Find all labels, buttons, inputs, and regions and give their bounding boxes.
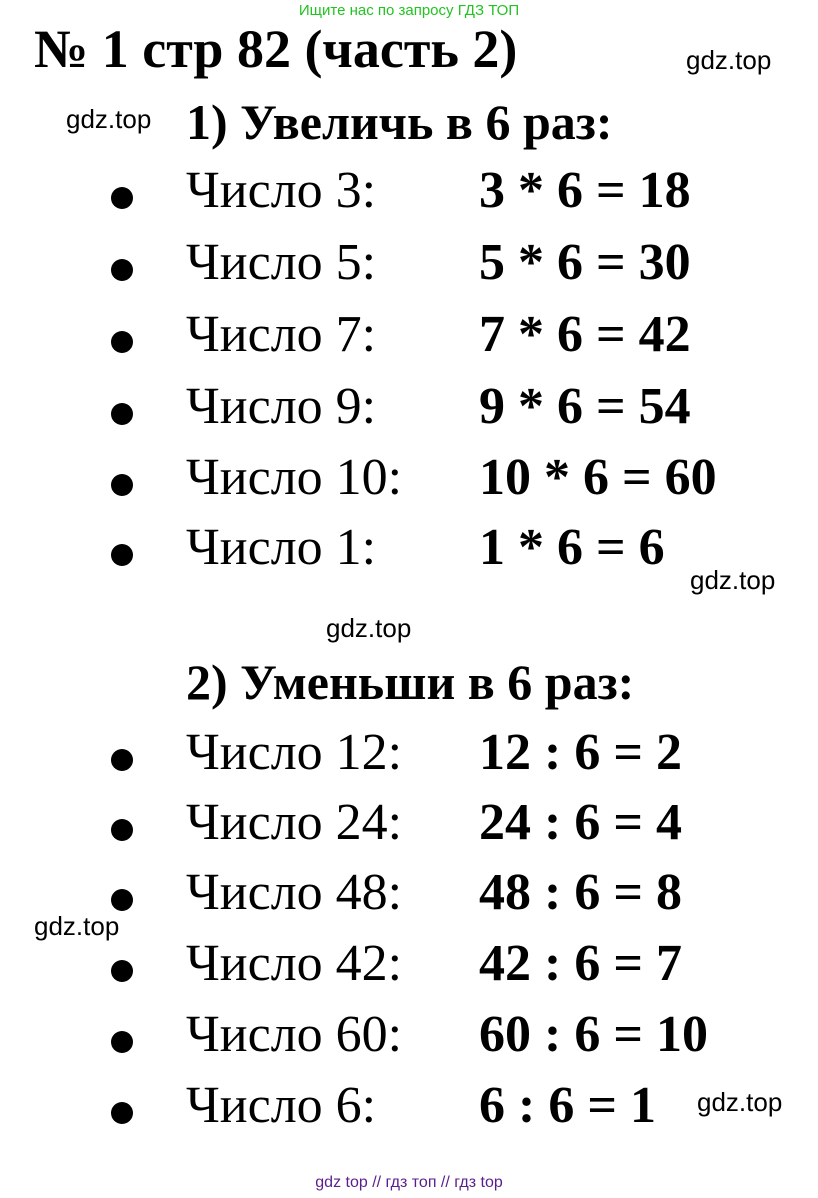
list-item <box>0 162 818 225</box>
bullet-icon <box>111 1102 133 1124</box>
item-label: Число 7: <box>186 306 377 363</box>
list-item <box>0 1077 818 1140</box>
list-item <box>0 935 818 998</box>
item-expression: 6 : 6 = 1 <box>479 1077 656 1134</box>
list-item <box>0 1006 818 1069</box>
item-expression: 48 : 6 = 8 <box>479 864 682 921</box>
list-item <box>0 306 818 369</box>
list-item <box>0 378 818 441</box>
item-expression: 60 : 6 = 10 <box>479 1006 708 1063</box>
item-label: Число 42: <box>186 935 403 992</box>
watermark: gdz.top <box>34 911 120 941</box>
bullet-icon <box>111 749 133 771</box>
watermark: gdz.top <box>66 104 152 134</box>
item-expression: 42 : 6 = 7 <box>479 935 682 992</box>
section-2-heading: 2) Уменьши в 6 раз: <box>186 654 635 710</box>
item-label: Число 48: <box>186 864 403 921</box>
bullet-icon <box>111 259 133 281</box>
item-expression: 24 : 6 = 4 <box>479 794 682 851</box>
item-label: Число 12: <box>186 724 403 781</box>
item-expression: 5 * 6 = 30 <box>479 234 691 291</box>
bullet-icon <box>111 889 133 911</box>
top-search-link[interactable]: Ищите нас по запросу ГДЗ ТОП <box>298 2 520 19</box>
list-item <box>0 449 818 512</box>
item-expression: 1 * 6 = 6 <box>479 519 665 576</box>
bullet-icon <box>111 331 133 353</box>
list-item <box>0 724 818 787</box>
watermark: gdz.top <box>326 613 412 643</box>
item-expression: 7 * 6 = 42 <box>479 306 691 363</box>
item-label: Число 3: <box>186 162 377 219</box>
list-item <box>0 864 818 927</box>
list-item <box>0 234 818 297</box>
item-expression: 3 * 6 = 18 <box>479 162 691 219</box>
item-label: Число 10: <box>186 449 403 506</box>
bullet-icon <box>111 960 133 982</box>
item-label: Число 5: <box>186 234 377 291</box>
bullet-icon <box>111 1031 133 1053</box>
watermark: gdz.top <box>690 565 776 595</box>
item-label: Число 6: <box>186 1077 377 1134</box>
section-1-heading: 1) Увеличь в 6 раз: <box>186 94 613 150</box>
watermark: gdz.top <box>686 45 772 75</box>
watermark: gdz.top <box>697 1087 783 1117</box>
bullet-icon <box>111 819 133 841</box>
item-label: Число 9: <box>186 378 377 435</box>
bullet-icon <box>111 474 133 496</box>
item-expression: 12 : 6 = 2 <box>479 724 682 781</box>
footer-links[interactable]: gdz top // гдз топ // гдз top <box>315 1174 503 1191</box>
list-item <box>0 794 818 857</box>
item-label: Число 24: <box>186 794 403 851</box>
bullet-icon <box>111 544 133 566</box>
bullet-icon <box>111 187 133 209</box>
item-expression: 9 * 6 = 54 <box>479 378 691 435</box>
bullet-icon <box>111 403 133 425</box>
item-label: Число 60: <box>186 1006 403 1063</box>
page-title: № 1 стр 82 (часть 2) <box>34 19 518 79</box>
item-expression: 10 * 6 = 60 <box>479 449 717 506</box>
item-label: Число 1: <box>186 519 377 576</box>
